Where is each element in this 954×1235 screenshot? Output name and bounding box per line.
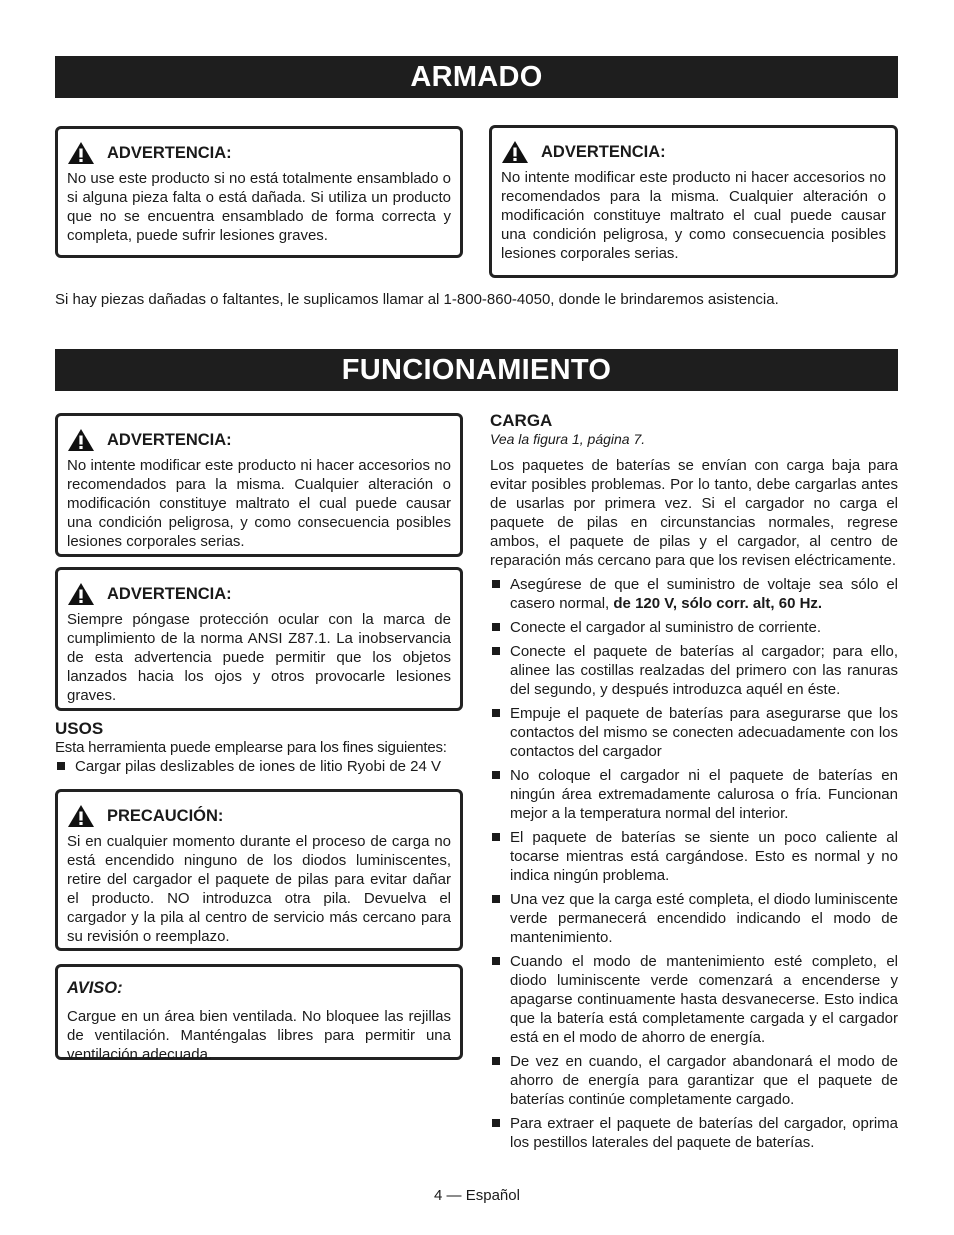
- warning-text: No intente modificar este producto ni hacer accesorios no recomendados para la misma. Cualquier alteración o modificación constituye maltrato el cual puede causar una condición peligrosa, y como consecuencia posibles lesiones corporales serias.: [501, 169, 886, 262]
- caution-heading: PRECAUCIÓN:: [107, 806, 224, 825]
- carga-section: [490, 411, 898, 1157]
- carga-title: CARGA: [490, 411, 553, 430]
- warning-triangle-icon: [67, 804, 95, 828]
- list-item: El paquete de baterías se siente un poco caliente al tocarse mientras está cargándose. Esto es normal y no indica ningún problema.: [490, 828, 898, 885]
- section-banner-funcionamiento: FUNCIONAMIENTO: [55, 349, 898, 391]
- warning-box-modification-2: [55, 413, 463, 557]
- warning-triangle-icon: [501, 140, 529, 164]
- usos-list: [55, 757, 465, 776]
- warning-triangle-icon: [67, 141, 95, 165]
- list-item: Empuje el paquete de baterías para asegurarse que los contactos del mismo se conecten adecuadamente con los contactos del cargador: [490, 704, 898, 761]
- usos-intro: Esta herramienta puede emplearse para los fines siguientes:: [55, 739, 447, 756]
- warning-text: No intente modificar este producto ni hacer accesorios no recomendados para la misma. Cualquier alteración o modificación constituye maltrato el cual puede causar una condición peligrosa, y como consecuencia posibles lesiones corporales serias.: [67, 457, 451, 550]
- page-footer: 4 — Español: [434, 1187, 520, 1204]
- list-item: De vez en cuando, el cargador abandonará el modo de ahorro de energía para garantizar que el paquete de baterías continúe completamente cargado.: [490, 1052, 898, 1109]
- section-banner-armado: ARMADO: [55, 56, 898, 98]
- usos-title: USOS: [55, 719, 104, 738]
- warning-triangle-icon: [67, 428, 95, 452]
- caution-box: [55, 789, 463, 951]
- warning-triangle-icon: [67, 582, 95, 606]
- list-item: Una vez que la carga esté completa, el diodo luminiscente verde permanecerá encendido indicando el modo de mantenimiento.: [490, 890, 898, 947]
- warning-heading: ADVERTENCIA:: [107, 430, 232, 449]
- list-item: Conecte el cargador al suministro de corriente.: [490, 618, 898, 637]
- notice-heading: AVISO:: [67, 979, 123, 997]
- warning-text: No use este producto si no está totalmente ensamblado o si alguna pieza falta o está dañada. Si utiliza un producto que no se encuentra ensamblado de forma correcta y completa, puede sufrir lesiones graves.: [67, 170, 451, 244]
- warning-heading: ADVERTENCIA:: [541, 142, 666, 161]
- usos-section: [55, 719, 465, 781]
- list-item: Cargar pilas deslizables de iones de litio Ryobi de 24 V: [55, 757, 465, 776]
- list-item: Conecte el paquete de baterías al cargador; para ello, alinee las costillas realzadas del primero con las ranuras del segundo, y después introduzca aquél en éste.: [490, 642, 898, 699]
- carga-intro: Los paquetes de baterías se envían con carga baja para evitar posibles problemas. Por lo tanto, debe cargarlas antes de usarlas por primera vez. Si el cargador no carga el paquete de pilas en circunstancias normales, regrese ambos, el paquete de pilas y el cargador, al centro de reparación más cercano para que los revisen eléctricamente.: [490, 457, 898, 569]
- notice-box: [55, 964, 463, 1063]
- support-note: Si hay piezas dañadas o faltantes, le suplicamos llamar al 1-800-860-4050, donde le brindaremos asistencia.: [55, 291, 779, 308]
- carga-figure-ref: Vea la figura 1, página 7.: [490, 431, 646, 447]
- warning-heading: ADVERTENCIA:: [107, 143, 232, 162]
- warning-text: Siempre póngase protección ocular con la marca de cumplimiento de la norma ANSI Z87.1. La inobservancia de esta advertencia puede permitir que los objetos lanzados hacia los ojos y otros provocarle lesiones graves.: [67, 611, 451, 704]
- list-item: Para extraer el paquete de baterías del cargador, oprima los pestillos laterales del paquete de baterías.: [490, 1114, 898, 1152]
- warning-box-assembly: [55, 126, 463, 258]
- carga-list: [490, 575, 898, 1152]
- list-item: Asegúrese de que el suministro de voltaje sea sólo el casero normal, de 120 V, sólo corr. alt, 60 Hz.: [490, 575, 898, 613]
- notice-text: Cargue en un área bien ventilada. No bloquee las rejillas de ventilación. Manténgalas libres para permitir una ventilación adecuada.: [67, 1008, 451, 1063]
- list-item: No coloque el cargador ni el paquete de baterías en ningún área extremadamente calurosa o fría. Funcionan mejor a la temperatura normal del interior.: [490, 766, 898, 823]
- list-item: Cuando el modo de mantenimiento esté completo, el diodo luminiscente verde comenzará a encenderse y apagarse continuamente hasta desvanecerse. Esto indica que la batería está completamente cargada y el cargador está en el modo de ahorro de energía.: [490, 952, 898, 1047]
- warning-box-eye-protection: [55, 567, 463, 711]
- warning-heading: ADVERTENCIA:: [107, 584, 232, 603]
- caution-text: Si en cualquier momento durante el proceso de carga no está encendido ninguno de los diodos luminiscentes, retire del cargador el paquete de pilas para evitar dañar el producto. NO introduzca otra pila. Devuelva el cargador y la pila al centro de servicio más cercano para su revisión o reemplazo.: [67, 833, 451, 945]
- warning-box-modification: [489, 125, 898, 278]
